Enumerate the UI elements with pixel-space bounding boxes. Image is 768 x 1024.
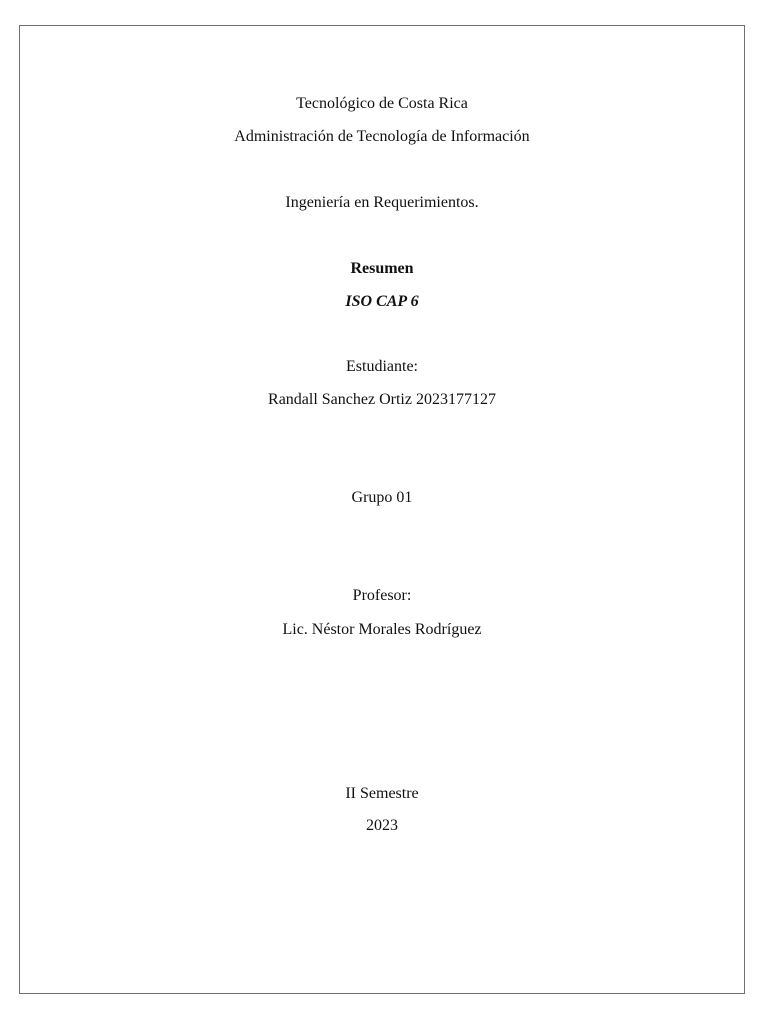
professor-name: Lic. Néstor Morales Rodríguez (282, 621, 482, 638)
student-name: Randall Sanchez Ortiz 2023177127 (268, 391, 496, 408)
group-label: Grupo 01 (351, 489, 413, 506)
program-name: Administración de Tecnología de Información (234, 128, 530, 145)
document-page (19, 25, 745, 994)
course-name: Ingeniería en Requerimientos. (285, 194, 479, 211)
institution-name: Tecnológico de Costa Rica (296, 95, 468, 112)
year-label: 2023 (366, 817, 398, 834)
semester-label: II Semestre (345, 785, 419, 802)
document-topic: ISO CAP 6 (345, 293, 419, 310)
professor-label: Profesor: (352, 587, 412, 604)
student-label: Estudiante: (346, 358, 418, 375)
document-type: Resumen (350, 260, 414, 277)
